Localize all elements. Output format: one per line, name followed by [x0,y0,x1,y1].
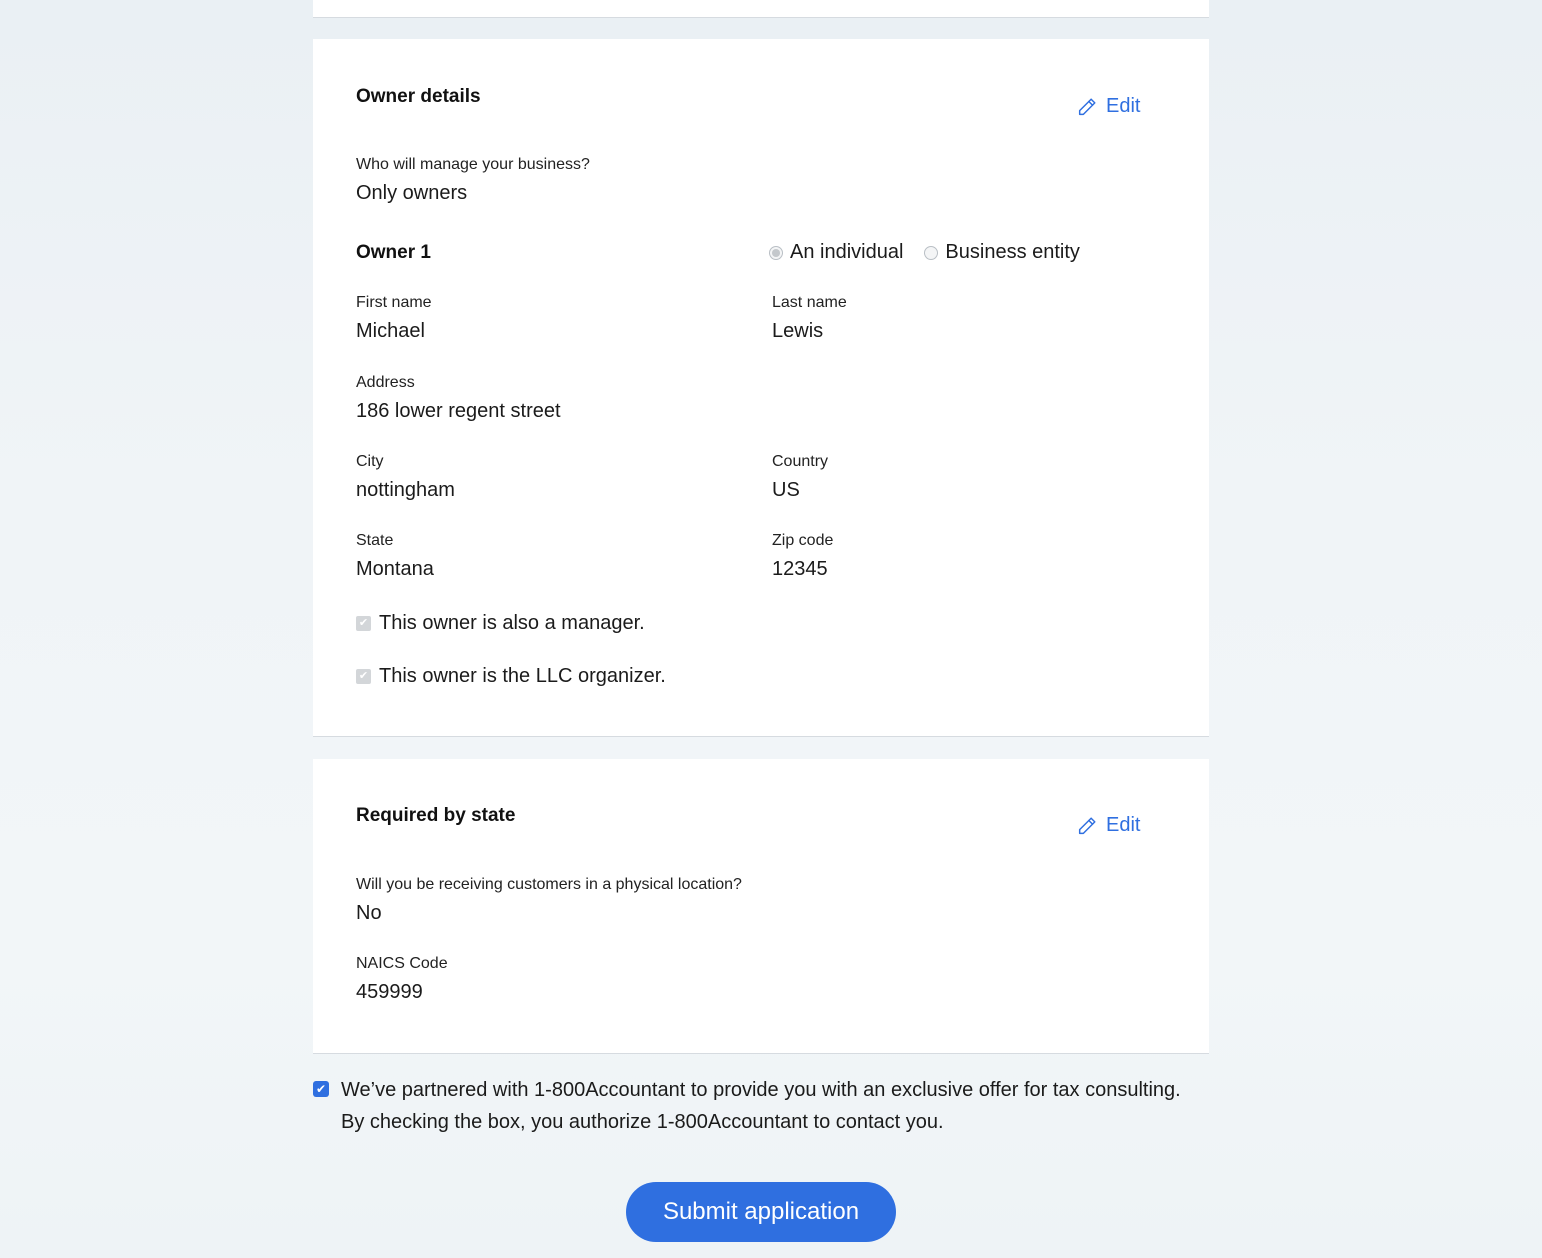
country-label: Country [772,453,829,470]
owner-details-title: Owner details [356,86,481,107]
radio-selected-icon [769,246,783,260]
owner-type-business-entity[interactable] [924,241,1080,264]
owner-1-heading: Owner 1 [356,242,431,263]
owner-type-individual[interactable] [769,241,903,264]
previous-section-card [313,0,1209,18]
owner-type-radio-group [769,241,1080,264]
state-value: Montana [356,558,434,580]
consent-checkbox[interactable] [313,1081,329,1097]
owner-is-manager-check [356,612,645,635]
country-value: US [772,479,800,501]
checkmark-icon: ✔ [315,1082,327,1096]
checkmark-icon: ✔ [356,669,371,684]
required-by-state-title: Required by state [356,805,516,826]
radio-unselected-icon [924,246,938,260]
owner-is-organizer-label: This owner is the LLC organizer. [379,665,666,687]
naics-code-value: 459999 [356,981,423,1003]
owner-details-card [313,39,1209,737]
pencil-icon [1076,96,1098,118]
last-name-value: Lewis [772,320,824,342]
consent-text: We’ve partnered with 1-800Accountant to provide you with an exclusive offer for tax consulting. By checking the box, you authorize 1-800Accountant to contact you. [341,1079,1181,1133]
address-label: Address [356,374,415,391]
manage-question-label: Who will manage your business? [356,156,590,173]
submit-application-button[interactable]: Submit application [626,1182,896,1242]
checkmark-icon: ✔ [356,616,371,631]
state-label: State [356,532,394,549]
owner-is-organizer-check [356,665,666,688]
owner-details-edit-button[interactable] [1076,95,1140,118]
manage-answer-value: Only owners [356,182,468,204]
first-name-label: First name [356,294,432,311]
last-name-label: Last name [772,294,847,311]
city-value: nottingham [356,479,455,501]
owner-type-business-entity-label: Business entity [945,241,1080,263]
edit-label: Edit [1106,95,1141,117]
physical-location-answer-value: No [356,902,382,924]
edit-label: Edit [1106,814,1141,836]
zip-code-label: Zip code [772,532,834,549]
pencil-icon [1076,815,1098,837]
naics-code-label: NAICS Code [356,955,448,972]
zip-code-value: 12345 [772,558,828,580]
first-name-value: Michael [356,320,425,342]
required-by-state-card [313,759,1209,1054]
required-by-state-edit-button[interactable] [1076,814,1140,837]
physical-location-question-label: Will you be receiving customers in a physical location? [356,876,742,893]
owner-is-manager-label: This owner is also a manager. [379,612,645,634]
owner-type-individual-label: An individual [790,241,904,263]
address-value: 186 lower regent street [356,400,561,422]
city-label: City [356,453,384,470]
